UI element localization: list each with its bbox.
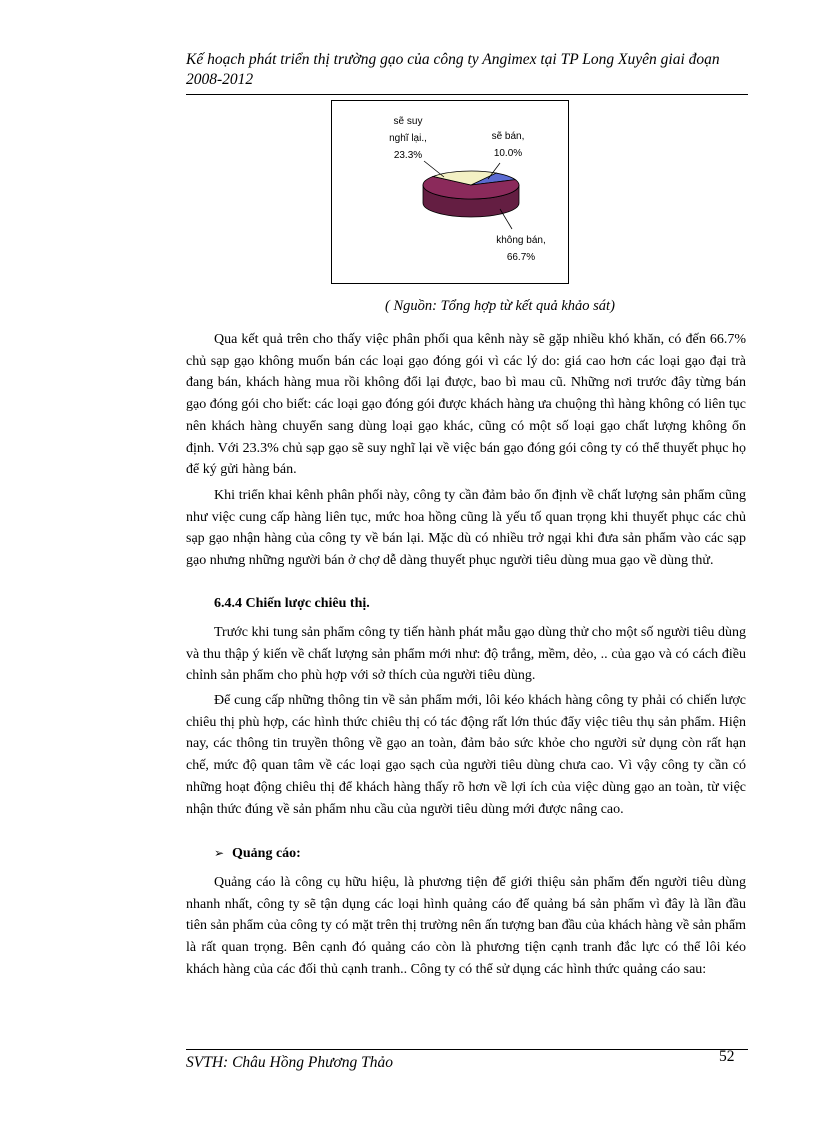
arrow-bullet-icon: ➢: [214, 846, 225, 860]
footer-divider: [186, 1049, 748, 1050]
bullet-heading: [214, 846, 301, 862]
slice-label-1-line2: 66.7%: [506, 252, 536, 263]
figure-caption: ( Nguồn: Tổng hợp từ kết quả khảo sát): [385, 298, 615, 314]
page-number: 52: [719, 1048, 735, 1065]
slice-label-2-line2: nghĩ lại.,: [389, 133, 427, 144]
header-divider: [186, 94, 748, 95]
slice-label-2-line1: sẽ suy: [393, 116, 423, 127]
paragraph-sampling: Trước khi tung sản phẩm công ty tiến hành phát mẫu gạo dùng thử cho một số người tiêu dùng và thu thập ý kiến về chất lượng sản phẩm mới như: độ trắng, mềm, dẻo, .. của gạo và có cách điều chỉnh sản phẩm cho phù hợp với sở thích của người tiêu dùng.: [186, 625, 746, 684]
slice-label-0-line2: 10.0%: [493, 148, 523, 159]
paragraph-channel-deployment: Khi triển khai kênh phân phối này, công ty cần đảm bảo ổn định về chất lượng sản phẩm cũng như việc cung cấp hàng liên tục, mức hoa hồng cũng là yếu tố quan trọng khi thuyết phục các chủ sạp gạo nhận hàng của công ty về bán lại. Mặc dù có nhiều trở ngại khi đưa sản phẩm vào các sạp gạo nhưng những người bán ở chợ dễ dàng thuyết phục người tiêu dùng mua gạo về dùng thử.: [186, 488, 746, 569]
paragraph-advertising: Quảng cáo là công cụ hữu hiệu, là phương tiện để giới thiệu sản phẩm đến người tiêu dùng nhanh nhất, công ty sẽ tận dụng các loại hình quảng cáo để quảng bá sản phẩm vì đây là lần đầu tiên sản phẩm của công ty có mặt trên thị trường nên ấn tượng ban đầu của khách hàng về sản phẩm là rất quan trọng. Bên cạnh đó quảng cáo còn là phương tiện cạnh tranh đắc lực có thể lôi kéo khách hàng của các đối thủ cạnh tranh.. Công ty có thể sử dụng các hình thức quảng cáo sau:: [186, 875, 746, 977]
leader-line-0: [424, 161, 444, 177]
pie-chart: [331, 100, 569, 284]
slice-label-2-line3: 23.3%: [393, 150, 423, 161]
slice-label-0-line1: sẽ bán,: [491, 131, 525, 142]
slice-label-1-line1: không bán,: [496, 235, 546, 246]
paragraph-survey-result: Qua kết quả trên cho thấy việc phân phối qua kênh này sẽ gặp nhiều khó khăn, có đến 66.7% chủ sạp gạo không muốn bán các loại gạo đóng gói vì các lý do: giá cao hơn các loại gạo đại trà đang bán, khách hàng mua rồi không đổi lại được, bao bì mau cũ. Những nơi trước đây từng bán gạo đóng gói cho biết: các loại gạo đóng gói được khách hàng ưa chuộng thì hàng không có liên tục nên khách hàng chuyển sang dùng loại gạo khác, cũng có một số loại gạo chất lượng không ổn định. Với 23.3% chủ sạp gạo sẽ suy nghĩ lại về việc bán gạo đóng gói công ty có thể thuyết phục họ để ký gửi hàng bán.: [186, 332, 746, 478]
paragraph-promotion-strategy: Để cung cấp những thông tin về sản phẩm mới, lôi kéo khách hàng công ty phải có chiến lược chiêu thị phù hợp, các hình thức chiêu thị có tác động rất lớn thúc đẩy việc tiêu thụ sản phẩm. Hiện nay, các thông tin truyền thông về gạo an toàn, đảm bảo sức khỏe cho người sử dụng còn rất hạn chế, mức độ quan tâm về các loại gạo sạch của người tiêu dùng chưa cao. Vì vậy công ty cần có những hoạt động chiêu thị để khách hàng thấy rõ hơn về lợi ích của việc dùng gạo an toàn, từ việc nhận thức đúng về sản phẩm nhu cầu của người tiêu dùng mới được nâng cao.: [186, 693, 746, 817]
page-header-title: Kế hoạch phát triển thị trường gạo của công ty Angimex tại TP Long Xuyên giai đoạn 2008-2012: [186, 51, 720, 88]
pie-chart-svg: [332, 101, 568, 283]
section-title: 6.4.4 Chiến lược chiêu thị.: [214, 596, 370, 611]
footer-author: SVTH: Châu Hồng Phương Thảo: [186, 1054, 394, 1071]
bullet-heading-label: Quảng cáo:: [232, 846, 301, 861]
